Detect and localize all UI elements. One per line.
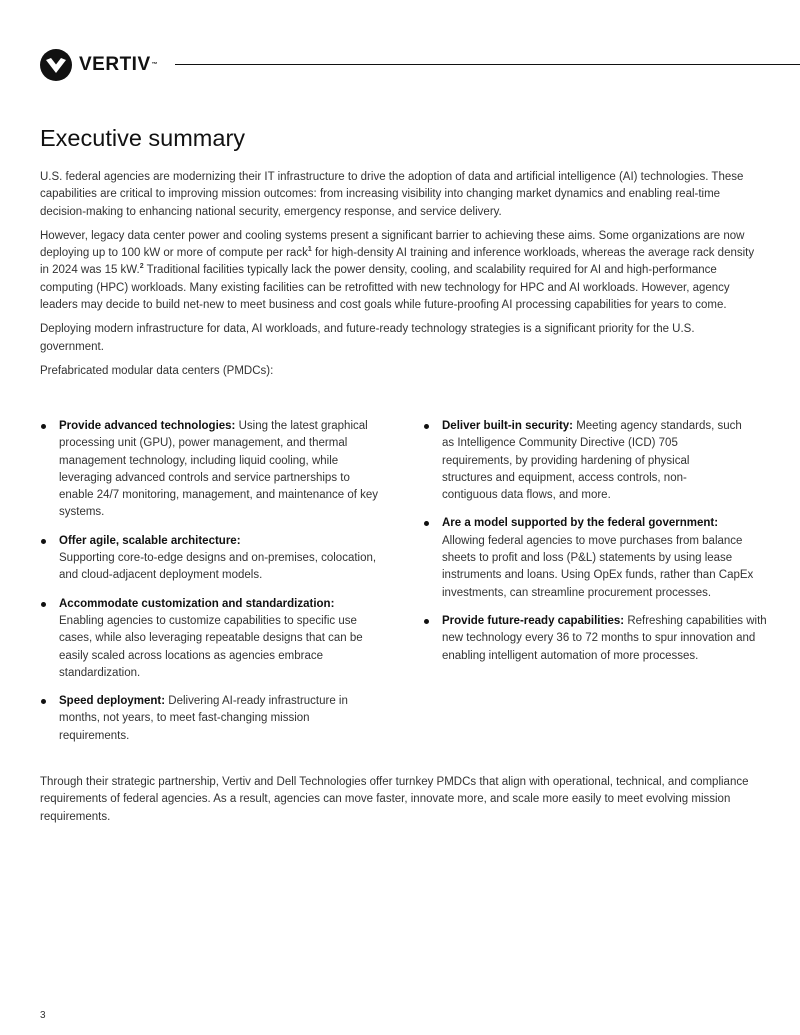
- bullet-text: Allowing federal agencies to move purchases from balance sheets to profit and loss (P&L) statements by using lease instruments and loans. Using OpEx funds, rather than CapEx investments, can streamline procurement processes.: [442, 534, 754, 599]
- intro-paragraph-3: Deploying modern infrastructure for data, AI workloads, and future-ready technology strategies is a significant priority for the U.S. government.: [40, 323, 695, 353]
- benefits-column-right: [423, 418, 768, 676]
- intro-paragraph-1: U.S. federal agencies are modernizing their IT infrastructure to drive the adoption of data and artificial intelligence (AI) technologies. These capabilities are critical to improving mission outcomes: from increasing visibility into changing market dynamics and enabling real-time decision-making to enhancing national security, emergency response, and service delivery.: [40, 171, 744, 218]
- bullet-heading: Provide future-ready capabilities:: [442, 614, 625, 627]
- bullet-heading: Speed deployment:: [59, 695, 166, 708]
- bullet-heading: Provide advanced technologies:: [59, 420, 236, 432]
- bullet-heading: Offer agile, scalable architecture:: [59, 534, 241, 547]
- bullet-text: Using the latest graphical processing unit (GPU), power management, and thermal management technology, including liquid cooling, while leveraging advanced controls and service partnerships to enable 24/7 monitoring, management, and maintenance of key systems.: [59, 420, 379, 519]
- bullet-heading: Deliver built-in security:: [442, 420, 574, 432]
- list-item: [40, 693, 359, 745]
- closing-paragraph: Through their strategic partnership, Vertiv and Dell Technologies offer turnkey PMDCs that align with operational, technical, and compliance requirements of federal agencies. As a result, agencies can move faster, innovate more, and scale more easily to meet evolving mission requirements.: [40, 776, 749, 823]
- intro-section: [40, 169, 760, 387]
- intro-paragraph-4: Prefabricated modular data centers (PMDCs):: [40, 364, 274, 377]
- bullet-heading: Accommodate customization and standardization:: [59, 597, 335, 610]
- intro-paragraph-2: [40, 228, 760, 314]
- intro-p2-part-c: Traditional facilities typically lack the power density, cooling, and scalability required for AI and high-performance computing (HPC) workloads. Many existing facilities can be retrofitted with new technology for HPC and AI workloads. However, agency leaders may decide to build net-new to meet business and cost goals while future-proofing AI processing capabilities for years to come.: [40, 264, 730, 312]
- page-title: Executive summary: [40, 125, 246, 151]
- list-item: [423, 613, 768, 665]
- list-item: [40, 418, 385, 522]
- list-item: [40, 533, 385, 585]
- list-item: [40, 596, 385, 682]
- benefits-column-left: [40, 418, 385, 756]
- bullet-heading: Are a model supported by the federal government:: [442, 517, 719, 530]
- bullet-text: Delivering AI-ready infrastructure in months, not years, to meet fast-changing mission requirements.: [59, 695, 348, 742]
- intro-p2-part-a: However, legacy data center power and cooling systems present a significant barrier to achieving these aims. Some organizations are now deploying up to 100 kW or more of compute per rack: [40, 229, 745, 260]
- logo-trademark: ™: [151, 62, 159, 68]
- bullet-text: Enabling agencies to customize capabilities to specific use cases, while also leveraging repeatable designs that can be easily scaled across locations as agencies embrace standardization.: [59, 614, 363, 679]
- vertiv-logo-icon: [40, 49, 72, 81]
- logo-word-text: VERTIV: [79, 54, 151, 75]
- list-item: [423, 515, 768, 601]
- page-header: [40, 49, 800, 81]
- bullet-text: Meeting agency standards, such as Intelligence Community Directive (ICD) 705 requirements, by providing hardening of physical structures and equipment, access controls, non-contiguous data flows, and more.: [442, 420, 742, 502]
- bullet-text: Supporting core-to-edge designs and on-premises, colocation, and cloud-adjacent deployment models.: [59, 552, 377, 582]
- bullet-text: Refreshing capabilities with new technology every 36 to 72 months to spur innovation and enabling intelligent automation of more processes.: [442, 614, 767, 662]
- footnote-ref-2[interactable]: 2: [139, 263, 144, 271]
- list-item: [423, 418, 742, 504]
- page-number: 3: [40, 1010, 46, 1021]
- intro-p2-part-b: for high-density AI training and inference workloads, whereas the average rack density in 2024 was 15 kW.: [40, 247, 755, 277]
- vertiv-wordmark: [79, 55, 158, 75]
- footnote-ref-1[interactable]: 1: [307, 246, 312, 254]
- header-rule: [175, 64, 800, 65]
